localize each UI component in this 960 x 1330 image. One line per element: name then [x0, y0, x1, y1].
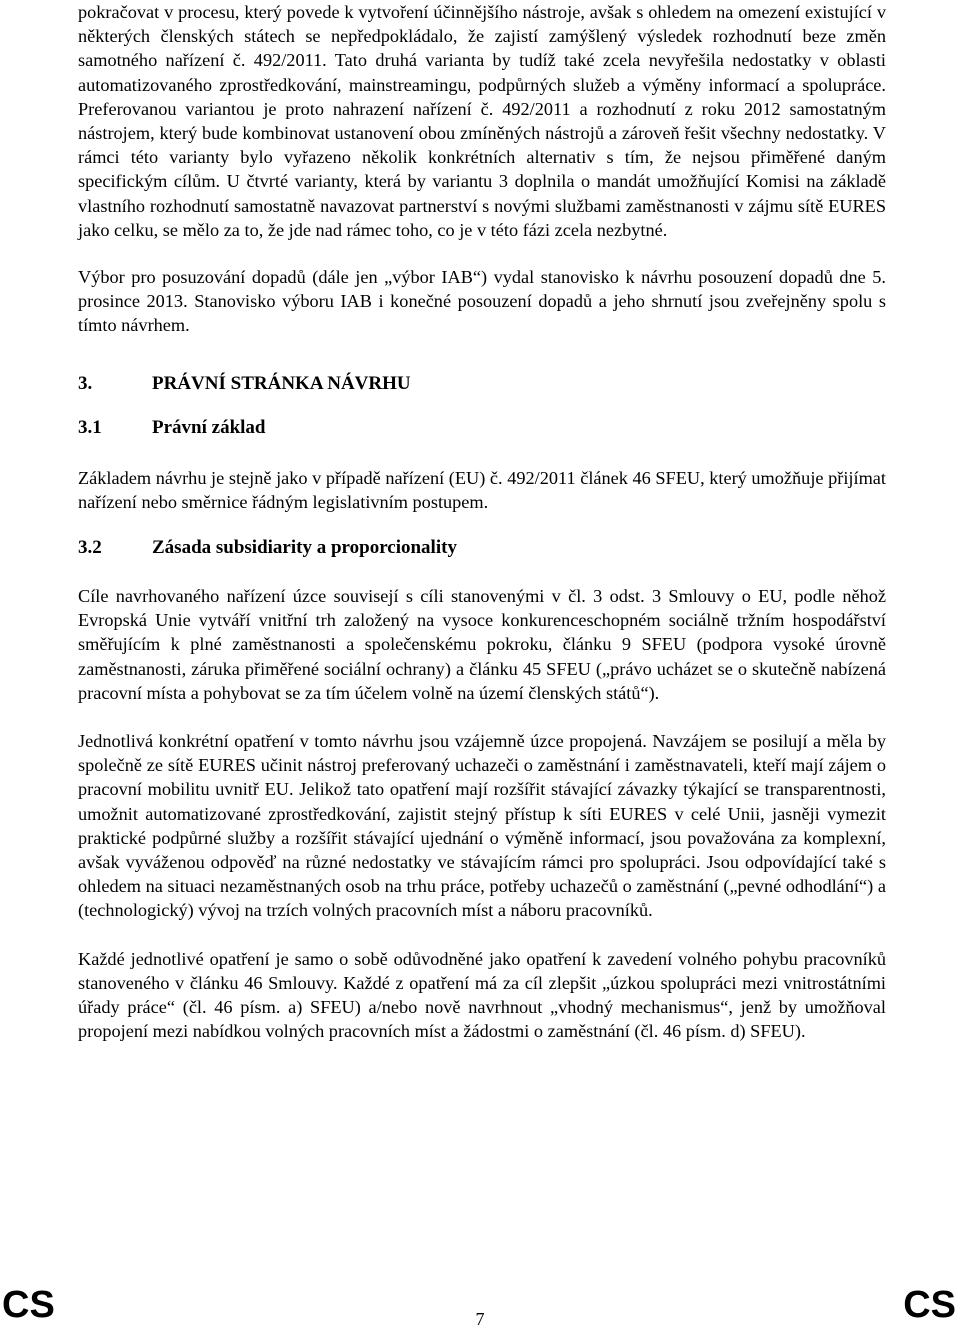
section-title: Právní základ [152, 416, 266, 438]
footer-language-code-left: CS [2, 1284, 55, 1326]
section-heading-3-1 [78, 416, 886, 440]
section-title: PRÁVNÍ STRÁNKA NÁVRHU [152, 372, 411, 394]
paragraph-iab-opinion: Výbor pro posuzování dopadů (dále jen „výbor IAB“) vydal stanovisko k návrhu posouzení dopadů dne 5. prosince 2013. Stanovisko výboru IAB i konečné posouzení dopadů a jeho shrnutí jsou zveřejněny spolu s tímto návrhem. [78, 267, 886, 336]
section-number: 3.2 [78, 537, 102, 559]
section-heading-3-2 [78, 536, 886, 560]
paragraph-justification: Každé jednotlivé opatření je samo o sobě odůvodněné jako opatření k zavedení volného pohybu pracovníků stanoveného v článku 46 Smlouvy. Každé z opatření má za cíl zlepšit „úzkou spolupráci mezi vnitrostátními úřady práce“ (čl. 46 písm. a) SFEU) a/nebo nově navrhnout „vhodný mechanismus“, jenž by umožňoval propojení mezi nabídkou volných pracovních míst a žádostmi o zaměstnání (čl. 46 písm. d) SFEU). [78, 948, 886, 1042]
section-title: Zásada subsidiarity a proporcionality [152, 537, 457, 559]
paragraph-intro: pokračovat v procesu, který povede k vytvoření účinnějšího nástroje, avšak s ohledem na omezení existující v některých členských státech se nepředpokládalo, že zajistí zamýšlený výsledek rozhodnutí beze změn samotného nařízení č. 492/2011. Tato druhá varianta by tudíž také zcela nevyřešila nedostatky v oblasti automatizovaného zprostředkování, mainstreamingu, podpůrných služeb a výměny informací a spolupráce. Preferovanou variantou je proto nahrazení nařízení č. 492/2011 a rozhodnutí z roku 2012 samostatným nástrojem, který bude kombinovat ustanovení obou zmíněných nástrojů a zároveň řešit všechny nedostatky. V rámci této varianty bylo vyřazeno několik konkrétních alternativ s tím, že nejsou přiměřené daným specifickým cílům. U čtvrté varianty, která by variantu 3 doplnila o mandát umožňující Komisi na základě vlastního rozhodnutí samostatně navazovat partnerství s novými službami zaměstnanosti v zájmu sítě EURES jako celku, se mělo za to, že jde nad rámec toho, co je v této fázi zcela nezbytné. [78, 2, 886, 240]
document-body [78, 0, 886, 1044]
page-number: 7 [475, 1309, 485, 1329]
section-number: 3.1 [78, 416, 102, 438]
paragraph-measures: Jednotlivá konkrétní opatření v tomto návrhu jsou vzájemně úzce propojená. Navzájem se posilují a měla by společně ze sítě EURES učinit nástroj preferovaný uchazeči o zaměstnání i zaměstnavateli, kteří mají zájem o pracovní mobilitu uvnitř EU. Jelikož tato opatření mají rozšířit stávající závazky týkající se transparentnosti, umožnit automatizované zprostředkování, zajistit stejný přístup k síti EURES v celé Unii, jasněji vymezit praktické podpůrné služby a rozšířit stávající ujednání o výměně informací, jsou považována za komplexní, avšak vyváženou odpověď na různé nedostatky ve stávajícím rámci pro spolupráci. Jsou odpovídající také s ohledem na situaci nezaměstnaných osob na trhu práce, potřeby uchazečů o zaměstnání („pevné odhodlání“) a (technologický) vývoj na trzích volných pracovních míst a náboru pracovníků. [78, 731, 886, 921]
section-number: 3. [78, 372, 93, 394]
section-heading-3 [78, 372, 886, 396]
paragraph-legal-basis: Základem návrhu je stejně jako v případě nařízení (EU) č. 492/2011 článek 46 SFEU, který umožňuje přijímat nařízení nebo směrnice řádným legislativním postupem. [78, 467, 886, 512]
paragraph-objectives: Cíle navrhovaného nařízení úzce souvisejí s cíli stanovenými v čl. 3 odst. 3 Smlouvy o EU, podle něhož Evropská Unie vytváří vnitřní trh založený na vysoce konkurenceschopném sociálně tržním hospodářství směřujícím k plné zaměstnanosti a společenskému pokroku, článku 9 SFEU (podpora vysoké úrovně zaměstnanosti, záruka přiměřené sociální ochrany) a článku 45 SFEU („právo ucházet se o skutečně nabízená pracovní místa a pohybovat se za tím účelem volně na území členských států“). [78, 586, 886, 703]
footer-language-code-right: CS [903, 1284, 956, 1326]
